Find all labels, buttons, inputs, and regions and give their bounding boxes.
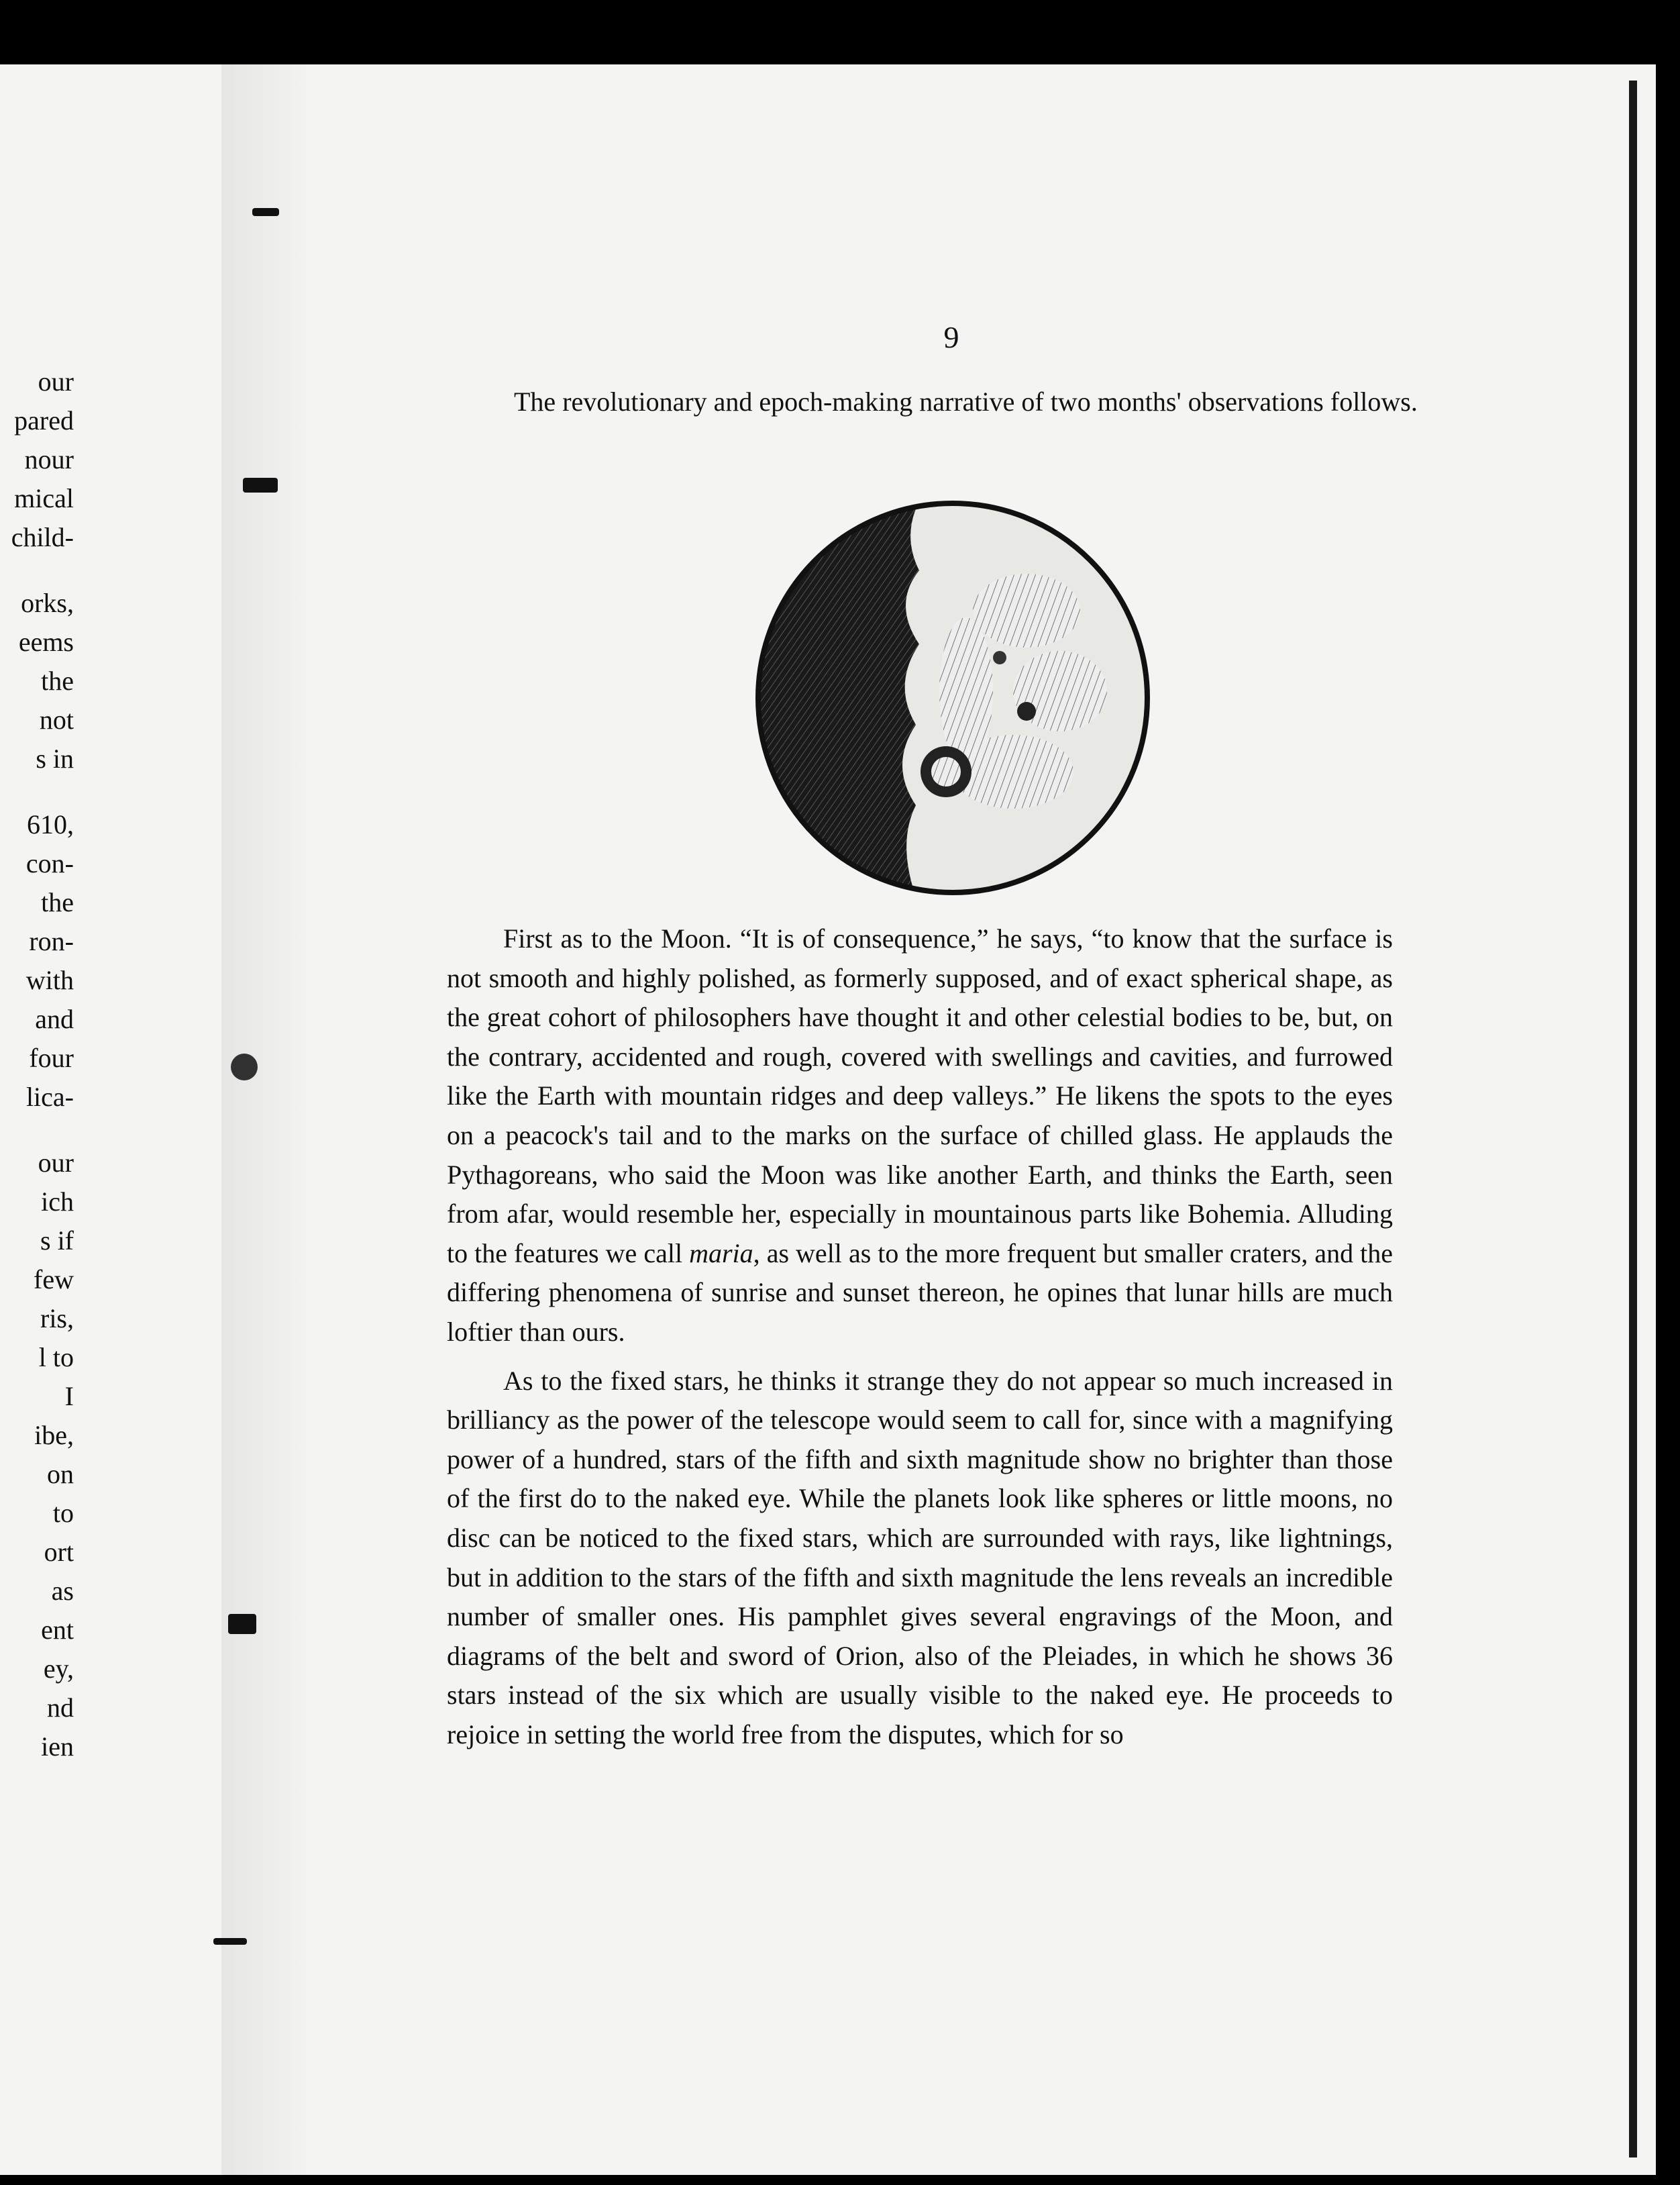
binding-mark (228, 1614, 256, 1634)
main-text (447, 919, 1393, 1754)
paragraph-moon (447, 919, 1393, 1352)
facing-page-line (0, 557, 74, 584)
facing-page-line: lica- (25, 1082, 74, 1112)
facing-page-line: eems (18, 627, 74, 657)
facing-page-line: few (34, 1264, 74, 1294)
facing-page-line: 610, (27, 809, 74, 840)
facing-page-line: s if (40, 1225, 74, 1256)
facing-page-line: our (38, 366, 74, 397)
binding-mark (231, 1054, 258, 1080)
binding-mark (252, 208, 279, 216)
facing-page-line: orks, (21, 588, 74, 618)
facing-page-line: con- (25, 848, 74, 878)
page-number: 9 (943, 320, 959, 354)
moon-engraving (745, 490, 1161, 906)
facing-page-line: s in (36, 744, 74, 774)
gutter-shadow (221, 64, 315, 2175)
page-edge (1629, 81, 1637, 2157)
moon-illustration (745, 490, 1161, 906)
paragraph-moon-text: First as to the Moon. “It is of consequence,” he says, “to know that the surface is not smooth and highly polished, as formerly supposed, and of exact spherical shape, as the great cohort of philosophers have thought it and other celestial bodies to be, but, on the contrary, accidented and rough, covered with swellings and cavities, and furrowed like the Earth with mountain ridges and deep valleys.” He likens the spots to the eyes on a peacock's tail and to the marks on the surface of chilled glass. He applauds the Pythagoreans, who said the Moon was like another Earth, and thinks the Earth, seen from afar, would resemble her, especially in mountainous parts like Bohemia. Alluding to the features we call (447, 923, 1393, 1268)
binding-mark (213, 1938, 247, 1945)
facing-page-line: on (47, 1459, 74, 1489)
facing-page-fragment (0, 362, 74, 1766)
paragraph-stars: As to the fixed stars, he thinks it strange they do not appear so much increased in brilliancy as the power of the telescope would seem to call for, since with a magnifying power of a hundred, stars of the fifth and sixth magnitude show no brighter than those of the first do to the naked eye. While the planets look like spheres or little moons, no disc can be noticed to the fixed stars, which are surrounded with rays, like lightnings, but in addition to the stars of the fifth and sixth magnitude the lens reveals an incredible number of smaller ones. His pamphlet gives several engravings of the Moon, and diagrams of the belt and sword of Orion, also of the Pleiades, in which he shows 36 stars instead of the six which are usually visible to the naked eye. He proceeds to rejoice in setting the world free from the disputes, which for so (447, 1365, 1393, 1749)
facing-page-line: ich (41, 1186, 74, 1217)
facing-page-line: the (41, 666, 74, 696)
facing-page-line: as (51, 1576, 74, 1606)
facing-page-line: nd (47, 1692, 74, 1723)
facing-page-line: ron- (29, 926, 74, 956)
facing-page-line: ien (41, 1731, 74, 1762)
facing-page-line: ibe, (34, 1420, 74, 1450)
facing-page-line: l to (38, 1342, 74, 1372)
facing-page-line: pared (14, 405, 74, 436)
facing-page-line: ort (44, 1537, 74, 1567)
facing-page-line: with (25, 965, 74, 995)
facing-page-line: the (41, 887, 74, 917)
facing-page-line: mical (14, 483, 74, 513)
facing-page-line: four (29, 1043, 74, 1073)
facing-page-line: child- (11, 522, 74, 552)
intro-text: The revolutionary and epoch-making narrative of two months' observations follows. (514, 387, 1418, 417)
facing-page-line: ey, (43, 1654, 74, 1684)
paragraph-moon-text-end: , as well as to the more frequent but smaller craters, and the differing phenomena of sunrise and sunset thereon, he opines that lunar hills are much loftier than ours. (447, 1237, 1394, 1347)
facing-page-line: ent (41, 1615, 74, 1645)
facing-page-line: nour (24, 444, 74, 474)
facing-page-line: ris, (40, 1303, 74, 1333)
intro-paragraph (458, 383, 1437, 421)
binding-mark (243, 478, 278, 493)
facing-page-line: to (52, 1498, 74, 1528)
facing-page-line (0, 1117, 74, 1144)
facing-page-line: our (38, 1148, 74, 1178)
facing-page-line: I (64, 1381, 74, 1411)
facing-page-line (0, 778, 74, 805)
italic-term: maria (689, 1237, 753, 1268)
facing-page-line: not (39, 705, 74, 735)
facing-page-line: and (35, 1004, 74, 1034)
